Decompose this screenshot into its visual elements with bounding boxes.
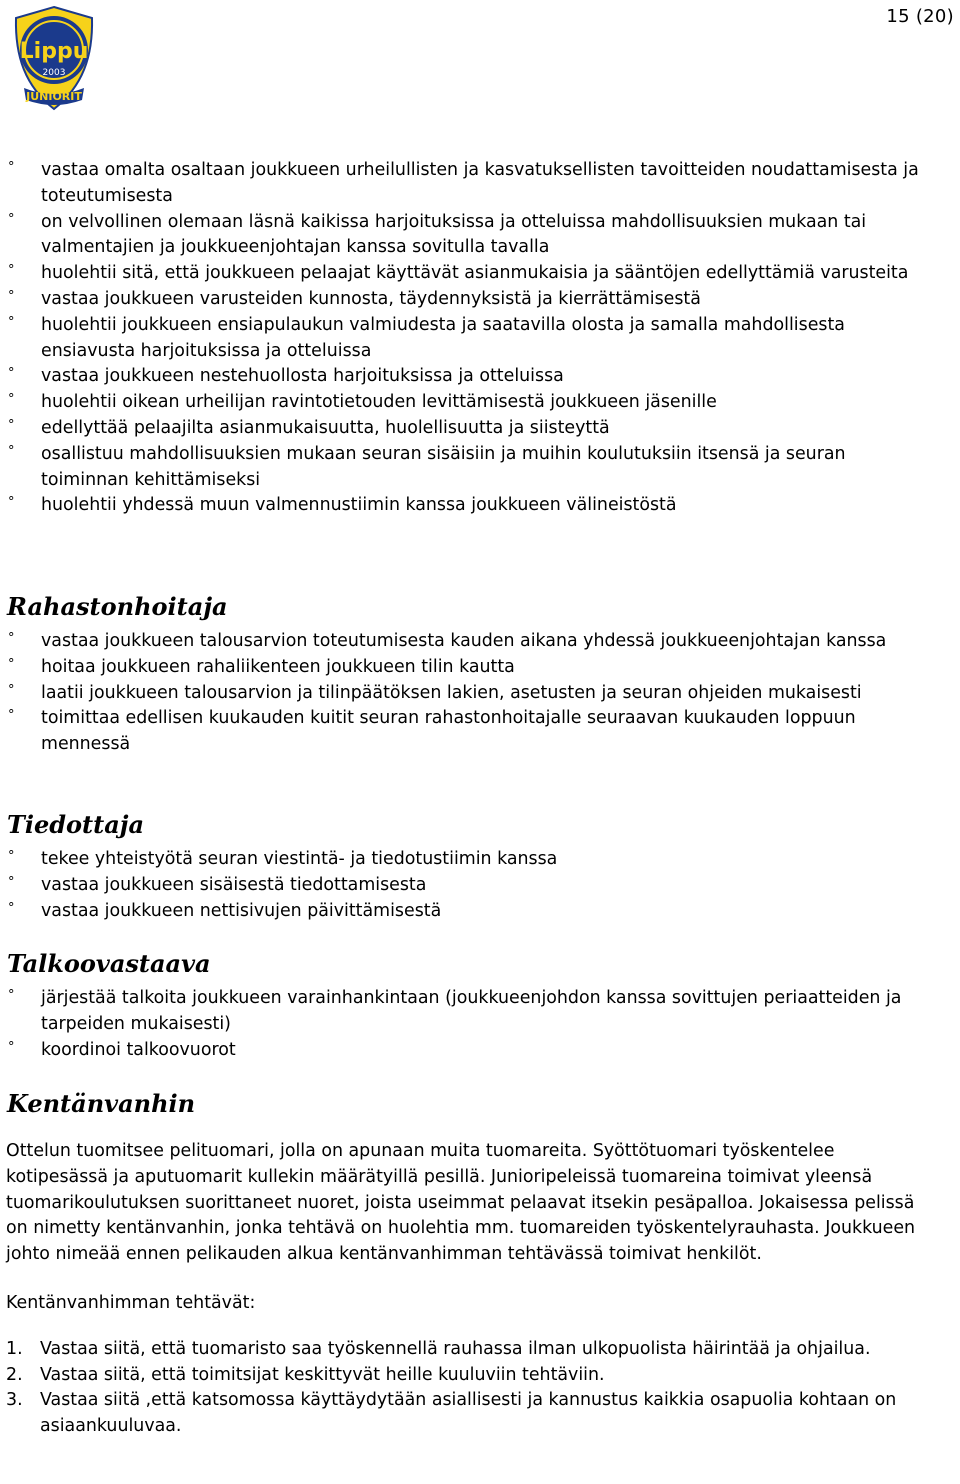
lippu-juniorit-logo	[6, 4, 102, 114]
bullet-icon: °	[8, 631, 15, 646]
bullet-icon: °	[8, 682, 15, 698]
bullet-icon: °	[8, 1039, 15, 1055]
list-item	[0, 416, 960, 442]
task-text: Vastaa siitä ,että katsomossa käyttäydytään asiallisesti ja kannustus kaikkia osapuolia kohtaan on asiaankuuluvaa.	[40, 1390, 897, 1437]
task-number: 3.	[6, 1390, 23, 1411]
talkoovastaava-section	[0, 948, 960, 1063]
tiedottaja-section	[0, 809, 960, 924]
kentanvanhin-task-list	[0, 1337, 960, 1440]
kentanvanhin-subheading: Kentänvanhimman tehtävät:	[6, 1292, 256, 1313]
list-item	[0, 261, 960, 287]
list-item-text: huolehtii oikean urheilijan ravintotietouden levittämisestä joukkueen jäsenille	[41, 392, 717, 413]
list-item-text: toimittaa edellisen kuukauden kuitit seuran rahastonhoitajalle seuraavan kuukauden loppuun mennessä	[41, 708, 856, 755]
task-number: 2.	[6, 1364, 23, 1385]
bullet-icon: °	[8, 900, 15, 916]
list-item-text: laatii joukkueen talousarvion ja tilinpäätöksen lakien, asetusten ja seuran ohjeiden mukaisesti	[41, 682, 862, 703]
task-text: Vastaa siitä, että tuomaristo saa työskennellä rauhassa ilman ulkopuolista häirintää ja ohjailua.	[40, 1338, 871, 1359]
intro-list	[0, 158, 960, 519]
list-item	[0, 681, 960, 707]
bullet-icon: °	[8, 288, 15, 304]
bullet-icon: °	[8, 988, 15, 1003]
list-item	[0, 847, 960, 873]
tiedottaja-heading: Tiedottaja	[7, 810, 144, 839]
kentanvanhin-paragraph: Ottelun tuomitsee pelituomari, jolla on apunaan muita tuomareita. Syöttötuomari työskentelee kotipesässä ja aputuomarit kullekin määrätyillä pesillä. Junioripeleissä tuomareina toimivat yleensä tuomarikoulutuksen suorittaneet nuoret, joista useimmat pelaavat itsekin pesäpalloa. Jokaisessa pelissä on nimetty kentänvanhin, jonka tehtävä on huolehtia mm. tuomareiden työskentelyrauhasta. Joukkueen johto nimeää ennen pelikauden alkua kentänvanhimman tehtävässä toimivat henkilöt.	[6, 1141, 916, 1265]
list-item	[0, 364, 960, 390]
bullet-icon: °	[8, 443, 15, 459]
bullet-icon: °	[8, 495, 15, 511]
bullet-icon: °	[8, 263, 15, 279]
bullet-icon: °	[8, 849, 15, 864]
list-item-text: vastaa joukkueen sisäisestä tiedottamisesta	[41, 874, 427, 895]
list-item	[0, 493, 960, 519]
list-item-text: vastaa joukkueen varusteiden kunnosta, täydennyksistä ja kierrättämisestä	[41, 288, 701, 309]
rahastonhoitaja-heading: Rahastonhoitaja	[7, 592, 228, 621]
kentanvanhin-section	[0, 1088, 960, 1440]
bullet-icon: °	[8, 314, 15, 330]
list-item	[0, 390, 960, 416]
logo-bottom-text: JUNIORIT	[26, 90, 82, 103]
tiedottaja-list	[0, 847, 960, 924]
talkoovastaava-heading: Talkoovastaava	[7, 949, 211, 978]
bullet-icon: °	[8, 211, 15, 227]
list-item-text: on velvollinen olemaan läsnä kaikissa harjoituksissa ja otteluissa mahdollisuuksien mukaan tai valmentajien ja joukkueenjohtajan kanssa sovitulla tavalla	[41, 211, 867, 258]
list-item-text: koordinoi talkoovuorot	[41, 1039, 236, 1060]
task-item	[0, 1388, 960, 1440]
rahastonhoitaja-section	[0, 591, 960, 758]
list-item	[0, 629, 960, 655]
list-item-text: huolehtii yhdessä muun valmennustiimin kanssa joukkueen välineistöstä	[41, 495, 677, 516]
bullet-icon: °	[8, 874, 15, 890]
intro-section	[0, 158, 960, 519]
list-item	[0, 210, 960, 262]
list-item	[0, 873, 960, 899]
list-item-text: vastaa joukkueen nettisivujen päivittämisestä	[41, 900, 442, 921]
talkoovastaava-list	[0, 986, 960, 1063]
list-item	[0, 442, 960, 494]
list-item-text: huolehtii joukkueen ensiapulaukun valmiudesta ja saatavilla olosta ja samalla mahdollisesta ensiavusta harjoituksissa ja otteluissa	[41, 314, 845, 361]
bullet-icon: °	[8, 708, 15, 724]
rahastonhoitaja-list	[0, 629, 960, 758]
list-item	[0, 899, 960, 925]
list-item-text: vastaa omalta osaltaan joukkueen urheilullisten ja kasvatuksellisten tavoitteiden noudattamisesta ja toteutumisesta	[41, 160, 919, 206]
task-item	[0, 1337, 960, 1363]
list-item	[0, 1038, 960, 1064]
bullet-icon: °	[8, 366, 15, 382]
list-item-text: edellyttää pelaajilta asianmukaisuutta, huolellisuutta ja siisteyttä	[41, 417, 610, 438]
list-item	[0, 158, 960, 210]
kentanvanhin-heading: Kentänvanhin	[7, 1089, 196, 1118]
list-item	[0, 986, 960, 1038]
list-item-text: huolehtii sitä, että joukkueen pelaajat käyttävät asianmukaisia ja sääntöjen edellyttämiä varusteita	[41, 263, 909, 284]
list-item	[0, 706, 960, 758]
task-text: Vastaa siitä, että toimitsijat keskittyvät heille kuuluviin tehtäviin.	[40, 1364, 605, 1385]
list-item-text: osallistuu mahdollisuuksien mukaan seuran sisäisiin ja muihin koulutuksiin itsensä ja seuran toiminnan kehittämiseksi	[41, 443, 846, 490]
bullet-icon: °	[8, 417, 15, 433]
list-item-text: hoitaa joukkueen rahaliikenteen joukkueen tilin kautta	[41, 656, 515, 677]
bullet-icon: °	[8, 392, 15, 408]
bullet-icon: °	[8, 160, 15, 175]
list-item-text: järjestää talkoita joukkueen varainhankintaan (joukkueenjohdon kanssa sovittujen periaatteiden ja tarpeiden mukaisesti)	[41, 988, 902, 1034]
bullet-icon: °	[8, 656, 15, 672]
task-number: 1.	[6, 1338, 23, 1359]
list-item	[0, 313, 960, 365]
list-item-text: vastaa joukkueen nestehuollosta harjoituksissa ja otteluissa	[41, 366, 564, 387]
task-item	[0, 1363, 960, 1389]
list-item	[0, 655, 960, 681]
logo-top-text: Lippu	[19, 39, 89, 64]
page-number: 15 (20)	[886, 6, 954, 27]
list-item-text: tekee yhteistyötä seuran viestintä- ja tiedotustiimin kanssa	[41, 849, 558, 869]
logo-year: 2003	[42, 68, 66, 78]
list-item-text: vastaa joukkueen talousarvion toteutumisesta kauden aikana yhdessä joukkueenjohtajan kanssa	[41, 631, 887, 651]
list-item	[0, 287, 960, 313]
